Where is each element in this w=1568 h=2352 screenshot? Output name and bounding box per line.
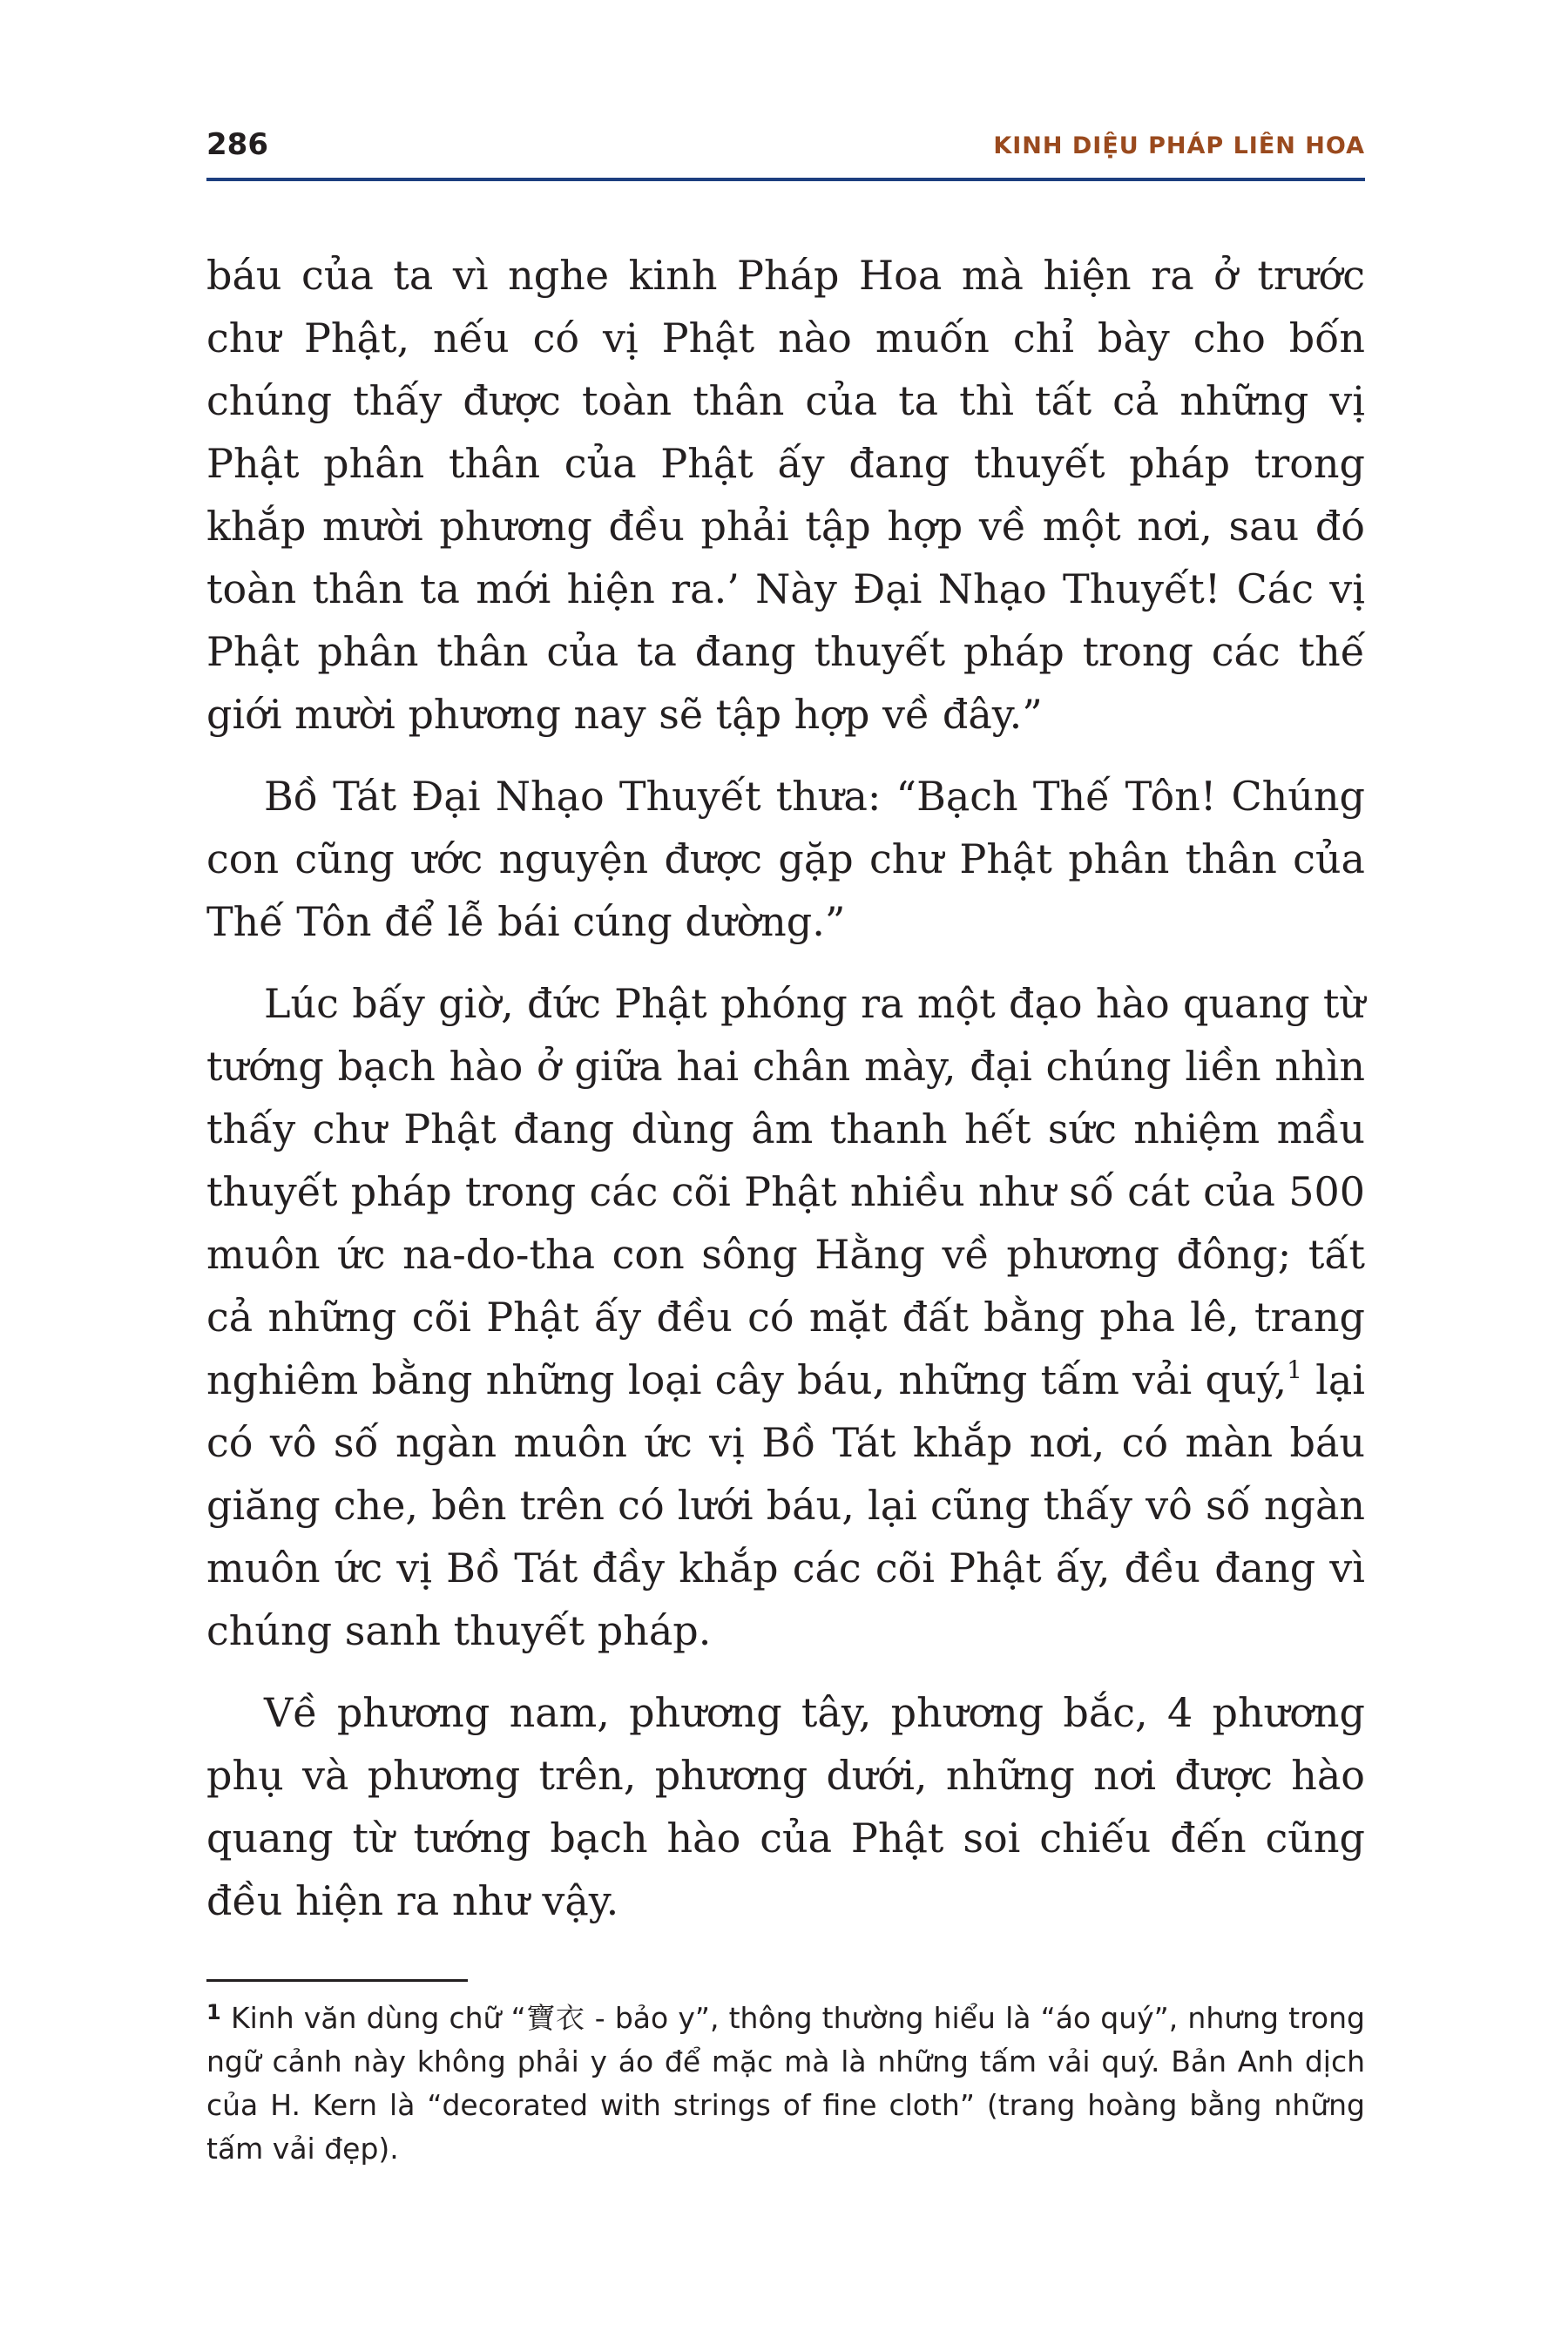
paragraph-3-part-1: Lúc bấy giờ, đức Phật phóng ra một đạo hào quang từ tướng bạch hào ở giữa hai chân mày, đại chúng liền nhìn thấy chư Phật đang dùng âm thanh hết sức nhiệm mầu thuyết pháp trong các cõi Phật nhiều như số cát của 500 muôn ức na-do-tha con sông Hằng về phương đông; tất cả những cõi Phật ấy đều có mặt đất bằng pha lê, trang nghiêm bằng những loại cây báu, những tấm vải quý,: [206, 980, 1365, 1403]
body-text: [206, 244, 1365, 1951]
paragraph-2: Bồ Tát Đại Nhạo Thuyết thưa: “Bạch Thế Tôn! Chúng con cũng ước nguyện được gặp chư Phật phân thân của Thế Tôn để lễ bái cúng dường.”: [206, 773, 1365, 945]
footnote-text: Kinh văn dùng chữ “寶衣 - bảo y”, thông thường hiểu là “áo quý”, nhưng trong ngữ cảnh này không phải y áo để mặc mà là những tấm vải quý. Bản Anh dịch của H. Kern là “decorated with strings of fine cloth” (trang hoàng bằng những tấm vải đẹp).: [206, 2001, 1365, 2166]
paragraph-3: [206, 972, 1365, 1662]
paragraph-1: báu của ta vì nghe kinh Pháp Hoa mà hiện ra ở trước chư Phật, nếu có vị Phật nào muốn chỉ bày cho bốn chúng thấy được toàn thân của ta thì tất cả những vị Phật phân thân của Phật ấy đang thuyết pháp trong khắp mười phương đều phải tập hợp về một nơi, sau đó toàn thân ta mới hiện ra.’ Này Đại Nhạo Thuyết! Các vị Phật phân thân của ta đang thuyết pháp trong các thế giới mười phương nay sẽ tập hợp về đây.”: [206, 252, 1365, 738]
paragraph-3-part-2: lại có vô số ngàn muôn ức vị Bồ Tát khắp nơi, có màn báu giăng che, bên trên có lưới báu, lại cũng thấy vô số ngàn muôn ức vị Bồ Tát đầy khắp các cõi Phật ấy, đều đang vì chúng sanh thuyết pháp.: [206, 1356, 1365, 1654]
page-number: 286: [206, 127, 268, 162]
header-rule: [206, 178, 1365, 181]
footnote-rule: [206, 1979, 468, 1982]
running-title: KINH DIỆU PHÁP LIÊN HOA: [993, 132, 1365, 159]
page-header: [206, 125, 1365, 178]
footnote: 1 Kinh văn dùng chữ “寶衣 - bảo y”, thông thường hiểu là “áo quý”, nhưng trong ngữ cảnh này không phải y áo để mặc mà là những tấm vải quý. Bản Anh dịch của H. Kern là “decorated with strings of fine cloth” (trang hoàng bằng những tấm vải đẹp).: [206, 2000, 1365, 2166]
footnote-reference[interactable]: 1: [1287, 1355, 1302, 1384]
paragraph-4: Về phương nam, phương tây, phương bắc, 4 phương phụ và phương trên, phương dưới, những nơi được hào quang từ tướng bạch hào của Phật soi chiếu đến cũng đều hiện ra như vậy.: [206, 1689, 1365, 1924]
